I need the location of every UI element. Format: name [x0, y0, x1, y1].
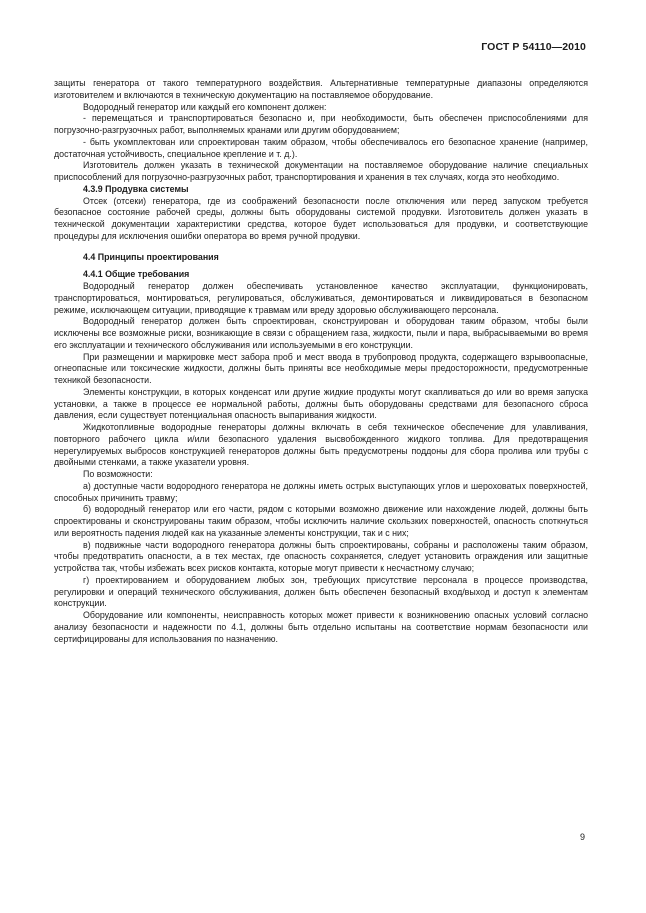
paragraph: Изготовитель должен указать в технической документации на поставляемое оборудование наличие специальных приспособлений для погрузочно-разгрузочных работ, транспортирования и хранения в тех случаях, когда это необходимо. — [54, 160, 588, 182]
page-number: 9 — [579, 832, 585, 842]
list-item: г) проектированием и оборудованием любых зон, требующих присутствие персонала в процессе производства, регулировки и операций технического обслуживания, должен быть обеспечен безопасный вход/выход и доступ к элементам конструкции. — [54, 574, 588, 609]
list-item: б) водородный генератор или его части, рядом с которыми возможно движение или нахождение людей, должны быть спроектированы и сконструированы таким образом, чтобы исключить наличие скользких поверхностей, опасность споткнуться или вероятность падения людей как на указанные элементы конструкции, так и с них; — [54, 504, 588, 538]
paragraph: Отсек (отсеки) генератора, где из соображений безопасности после отключения или перед запуском требуется безопасное состояние рабочей среды, должны быть оборудованы системой продувки. Изготовитель должен указать в технической документации характеристики средства, которое будет использоваться для продувки, и соответствующие процедуры для исключения ошибки оператора во время ручной продувки. — [54, 195, 588, 241]
paragraph: Водородный генератор или каждый его компонент должен: — [83, 101, 327, 112]
section-heading-4-4: 4.4 Принципы проектирования — [83, 251, 219, 262]
list-item: - перемещаться и транспортироваться безопасно и, при необходимости, быть обеспечен приспособлениями для погрузочно-разгрузочных работ, выполняемых кранами или другим оборудованием; — [54, 113, 588, 135]
section-heading-4-4-1: 4.4.1 Общие требования — [83, 269, 190, 280]
list-item: в) подвижные части водородного генератора должны быть спроектированы, собраны и расположены таким образом, чтобы предотвратить опасности, а в тех местах, где опасность сохраняется, следует установить ограждения или защитные устройства так, чтобы избежать всех рисков контакта, которые могут привести к несчастному случаю; — [54, 539, 588, 573]
paragraph: Водородный генератор должен обеспечивать установленное качество эксплуатации, функционировать, транспортироваться, монтироваться, регулироваться, обслуживаться, демонтироваться и ликвидироваться в безопасном режиме, исключающем ситуации, приводящие к травмам или вреду здоровью обслуживающего персонала. — [54, 281, 588, 315]
list-item: а) доступные части водородного генератора не должны иметь острых выступающих углов и шероховатых поверхностей, способных причинить травму; — [54, 480, 588, 503]
paragraph: Жидкотопливные водородные генераторы должны включать в себя техническое обеспечение для улавливания, повторного рабочего цикла и/или безопасного удаления высвобожденного жидкого топлива. Для предотвращения нерегулируемых выбросов конструкцией генераторов должны быть предусмотрены поддоны для сбора пролива или трубы с двойными стенками, а также указатели уровня. — [54, 422, 588, 468]
document-standard-number: ГОСТ Р 54110—2010 — [481, 41, 586, 53]
paragraph: Элементы конструкции, в которых конденсат или другие жидкие продукты могут скапливаться до или во время запуска установки, а также в процессе ее нормальной работы, должны быть оборудованы средствами для безопасного сброса давления, если существует потенциальная опасность выпаривания жидкости. — [54, 386, 588, 421]
paragraph: Водородный генератор должен быть спроектирован, сконструирован и оборудован таким образом, чтобы были исключены все возможные риски, возникающие в связи с обращением газа, жидкости, пыли и пара, выбрасываемыми во время его эксплуатации и технического обслуживания или используемыми в его конструкции. — [54, 316, 588, 350]
list-item: - быть укомплектован или спроектирован таким образом, чтобы обеспечивалось его безопасное хранение (например, достаточная устойчивость, специальное крепление и т. д.). — [54, 136, 588, 159]
paragraph: защиты генератора от такого температурного воздействия. Альтернативные температурные диапазоны определяются изготовителем и включаются в техническую документацию на поставляемое оборудование. — [54, 78, 588, 100]
paragraph: Оборудование или компоненты, неисправность которых может привести к возникновению опасных условий согласно анализу безопасности и надежности по 4.1, должны быть отдельно испытаны на соответствие нормам безопасности или сертифицированы для использования по назначению. — [54, 610, 588, 644]
document-body — [54, 78, 588, 645]
paragraph: По возможности: — [83, 469, 153, 479]
paragraph: При размещении и маркировке мест забора проб и мест ввода в трубопровод продукта, содержащего взрывоопасные, огнеопасные или токсические жидкости, должны быть приняты все необходимые меры предосторожности, предусмотренные техникой безопасности. — [54, 351, 588, 385]
section-heading-4-3-9: 4.3.9 Продувка системы — [83, 183, 189, 194]
